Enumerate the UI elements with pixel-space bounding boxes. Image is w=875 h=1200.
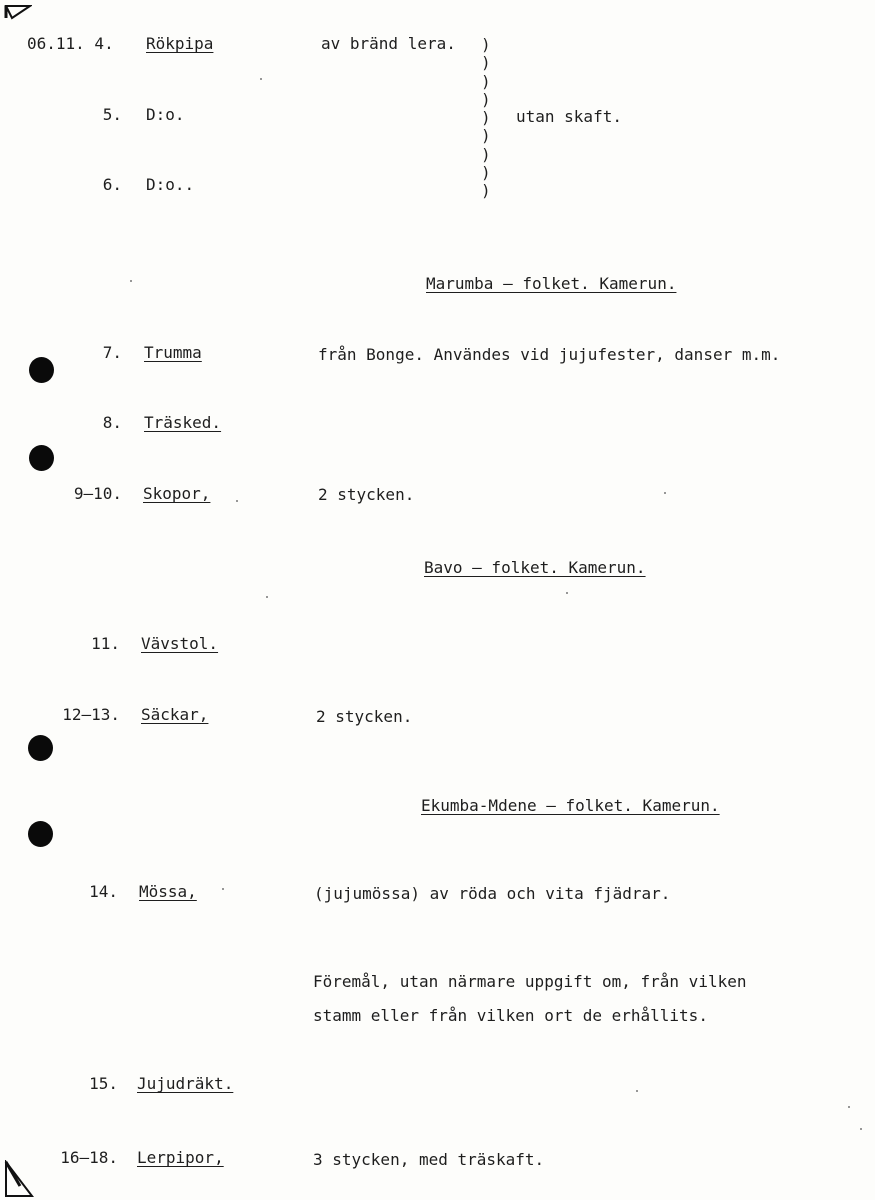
item-number: 06.11. 4. xyxy=(27,34,114,53)
item-name: Träsked. xyxy=(144,413,222,432)
item-number: 6. xyxy=(102,175,122,194)
item-name: Vävstol. xyxy=(141,634,219,653)
item-name: D:o. xyxy=(146,105,185,124)
punch-hole xyxy=(29,445,54,471)
item-number: 11. xyxy=(91,634,120,653)
item-name: Lerpipor, xyxy=(137,1148,224,1167)
item-description: av bränd lera. xyxy=(321,34,456,53)
item-number: 16–18. xyxy=(60,1148,118,1167)
note-line: Föremål, utan närmare uppgift om, från vilken xyxy=(313,972,747,991)
section-heading: Marumba – folket. Kamerun. xyxy=(426,274,677,293)
section-heading: Bavo – folket. Kamerun. xyxy=(424,558,646,577)
item-name: D:o.. xyxy=(146,175,195,194)
item-number: 9–10. xyxy=(73,484,122,503)
item-number: 14. xyxy=(89,882,118,901)
item-description: från Bonge. Användes vid jujufester, danser m.m. xyxy=(318,345,781,364)
item-number: 15. xyxy=(89,1074,118,1093)
punch-hole xyxy=(28,821,53,847)
item-name: Skopor, xyxy=(143,484,211,503)
scan-speck xyxy=(566,592,568,594)
corner-mark-top-left xyxy=(4,2,32,22)
scan-speck xyxy=(848,1106,850,1108)
item-number: 7. xyxy=(102,343,122,362)
section-heading: Ekumba-Mdene – folket. Kamerun. xyxy=(421,796,720,815)
scan-speck xyxy=(130,280,132,282)
scan-speck xyxy=(860,1128,862,1130)
bracket-note: utan skaft. xyxy=(516,107,622,126)
item-name: Rökpipa xyxy=(146,34,214,53)
punch-hole xyxy=(28,735,53,761)
item-description: 2 stycken. xyxy=(318,485,415,504)
note-line: stamm eller från vilken ort de erhållits. xyxy=(313,1006,708,1025)
bracket: ) ) ) ) ) ) ) ) ) xyxy=(481,35,491,201)
scan-speck xyxy=(636,1090,638,1092)
item-name: Jujudräkt. xyxy=(137,1074,234,1093)
item-description: (jujumössa) av röda och vita fjädrar. xyxy=(314,884,671,903)
scan-speck xyxy=(260,78,262,80)
scan-speck xyxy=(236,500,238,502)
scan-speck xyxy=(664,492,666,494)
item-number: 8. xyxy=(102,413,122,432)
item-description: 2 stycken. xyxy=(316,707,413,726)
scan-speck xyxy=(266,596,268,598)
item-number: 5. xyxy=(102,105,122,124)
scan-speck xyxy=(222,888,224,890)
item-name: Trumma xyxy=(144,343,202,362)
item-name: Säckar, xyxy=(141,705,209,724)
item-name: Mössa, xyxy=(139,882,197,901)
item-description: 3 stycken, med träskaft. xyxy=(313,1150,545,1169)
item-number: 12–13. xyxy=(62,705,120,724)
